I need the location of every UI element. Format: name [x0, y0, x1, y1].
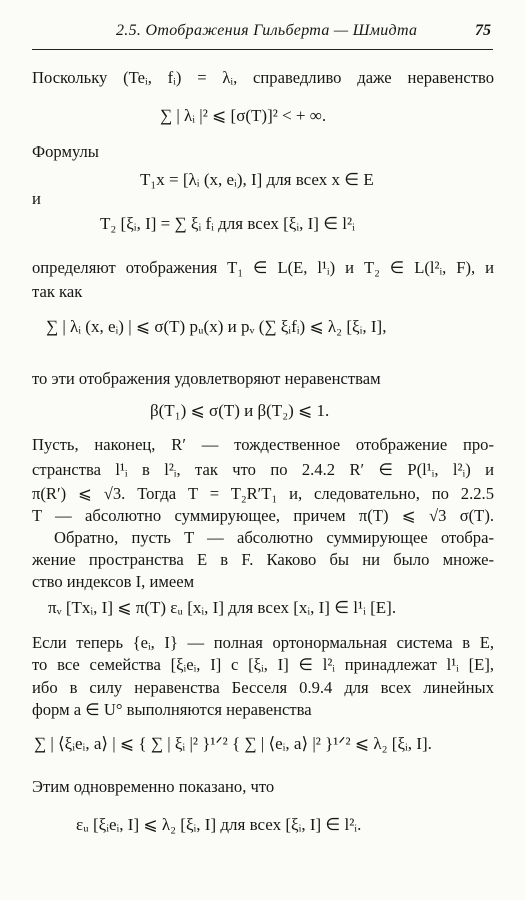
text-line: ибо в силу неравенства Бесселя 0.9.4 для всех линейных: [32, 678, 494, 697]
text-line: Обратно, пусть T — абсолютно суммирующее отобра-: [54, 528, 494, 547]
text-line: странства l¹ᵢ в l²ᵢ, так что по 2.4.2 R′ ∈ P(l¹ᵢ, l²ᵢ) и: [32, 460, 494, 479]
formula: ∑ | λᵢ |² ⩽ [σ(T)]² < + ∞.: [160, 106, 327, 125]
formula: ∑ | λᵢ (x, eᵢ) | ⩽ σ(T) pᵤ(x) и pᵥ (∑ ξᵢfᵢ) ⩽ λ₂ [ξᵢ, I],: [46, 317, 387, 336]
text-line: ство индексов I, имеем: [32, 572, 195, 591]
running-header: [32, 22, 493, 48]
text-line: так как: [32, 282, 83, 301]
header-rule: [32, 49, 493, 50]
text-line: и: [32, 189, 41, 208]
text-line: Если теперь {eᵢ, I} — полная ортонормальная система в E,: [32, 633, 494, 652]
text-line: то эти отображения удовлетворяют неравенствам: [32, 369, 381, 388]
section-title: 2.5. Отображения Гильберта — Шмидта: [116, 22, 418, 39]
text-line: π(R′) ⩽ √3. Тогда T = T₂R′T₁ и, следовательно, по 2.2.5: [32, 484, 494, 503]
text-line: жение пространства E в F. Каково бы ни было множе-: [32, 550, 494, 569]
text-line: Формулы: [32, 142, 99, 161]
page-number: 75: [475, 22, 491, 39]
formula: ∑ | ⟨ξᵢeᵢ, a⟩ | ⩽ { ∑ | ξᵢ |² }¹ᐟ² { ∑ | ⟨eᵢ, a⟩ |² }¹ᐟ² ⩽ λ₂ [ξᵢ, I].: [34, 734, 432, 753]
text-line: форм a ∈ U° выполняются неравенства: [32, 700, 312, 719]
text-line: Пусть, наконец, R′ — тождественное отображение про-: [32, 435, 494, 454]
formula: πᵥ [Txᵢ, I] ⩽ π(T) εᵤ [xᵢ, I] для всех [xᵢ, I] ∈ l¹ᵢ [E].: [48, 598, 397, 617]
text-line: T — абсолютно суммирующее, причем π(T) ⩽ √3 σ(T).: [32, 506, 494, 525]
text-line: Этим одновременно показано, что: [32, 777, 275, 796]
formula: εᵤ [ξᵢeᵢ, I] ⩽ λ₂ [ξᵢ, I] для всех [ξᵢ, I] ∈ l²ᵢ.: [76, 815, 362, 834]
text-line: то все семейства [ξᵢeᵢ, I] с [ξᵢ, I] ∈ l²ᵢ принадлежат l¹ᵢ [E],: [32, 655, 494, 674]
formula: T₂ [ξᵢ, I] = ∑ ξᵢ fᵢ для всех [ξᵢ, I] ∈ l²ᵢ: [100, 214, 355, 233]
formula: β(T₁) ⩽ σ(T) и β(T₂) ⩽ 1.: [150, 401, 330, 420]
text-line: Поскольку (Teᵢ, fᵢ) = λᵢ, справедливо даже неравенство: [32, 68, 494, 87]
formula: T₁x = [λᵢ (x, eᵢ), I] для всех x ∈ E: [140, 170, 374, 189]
text-line: определяют отображения T₁ ∈ L(E, l¹ᵢ) и T₂ ∈ L(l²ᵢ, F), и: [32, 258, 494, 277]
